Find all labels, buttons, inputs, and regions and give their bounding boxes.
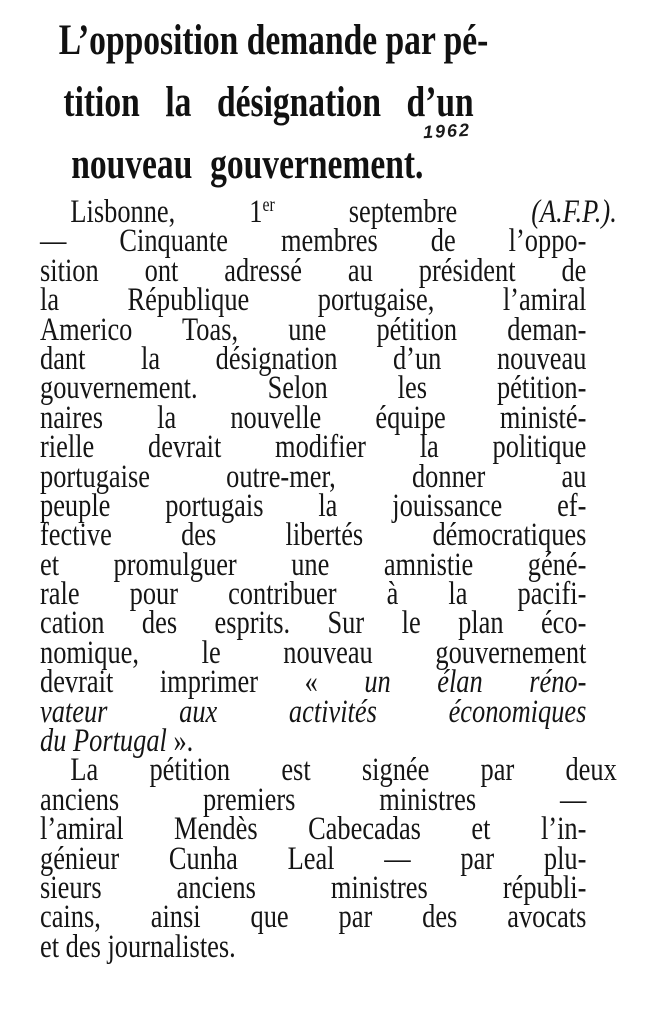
article-line: dant la désignation d’un nouveau [40, 340, 587, 377]
paragraph-2-line: La pétition est signée par deux [70, 752, 617, 789]
quote-lead: devrait imprimer « [40, 664, 365, 701]
paragraph-2-line: cains, ainsi que par des avocats [40, 899, 587, 936]
dateline-agency: (A.F.P.). [531, 194, 617, 230]
handwritten-year-annotation: 1962 [422, 119, 472, 143]
article-line: — Cinquante membres de l’oppo- [40, 223, 587, 260]
paragraph-2-line: et des journalistes. [40, 928, 236, 965]
article-line: et promulguer une amnistie géné- [40, 546, 587, 583]
headline [40, 10, 492, 196]
paragraph-2-line: sieurs anciens ministres républi- [40, 869, 587, 906]
article-line: gouvernement. Selon les pétition- [40, 370, 587, 407]
quote-text-middle: vateur aux activités économiques [40, 693, 587, 730]
article-body [40, 194, 617, 965]
article-line: peuple portugais la jouissance ef- [40, 487, 587, 524]
headline-line-3: nouveau gouvernement. [71, 141, 424, 188]
paragraph-2-line: l’amiral Mendès Cabecadas et l’in- [40, 811, 587, 848]
article-line: fective des libertés démocratiques [40, 517, 587, 554]
article-line: rielle devrait modifier la politique [40, 429, 587, 466]
paragraph-2-line: génieur Cunha Leal — par plu- [40, 840, 587, 877]
dateline-month: septembre [274, 194, 532, 230]
article-line: la République portugaise, l’amiral [40, 282, 587, 319]
article-line: cation des esprits. Sur le plan éco- [40, 605, 587, 642]
article-line: Americo Toas, une pétition deman- [40, 311, 587, 348]
quote-text-end: du Portugal [40, 723, 167, 760]
article-line: nomique, le nouveau gouvernement [40, 634, 587, 671]
headline-line-2: tition la désignation d’un [63, 79, 474, 126]
quote-close: ». [166, 723, 194, 760]
dateline-ordinal: er [262, 194, 275, 217]
dateline-place: Lisbonne, 1 [70, 194, 263, 230]
quote-text-start: un élan réno- [364, 664, 587, 701]
article-line: rale pour contribuer à la pacifi- [40, 576, 587, 613]
article-line: portugaise outre-mer, donner au [40, 458, 587, 495]
article-line: sition ont adressé au président de [40, 252, 587, 289]
paragraph-2-line: anciens premiers ministres — [40, 781, 587, 818]
article-line: naires la nouvelle équipe ministé- [40, 399, 587, 436]
headline-line-1: L’opposition demande par pé- [58, 17, 489, 64]
